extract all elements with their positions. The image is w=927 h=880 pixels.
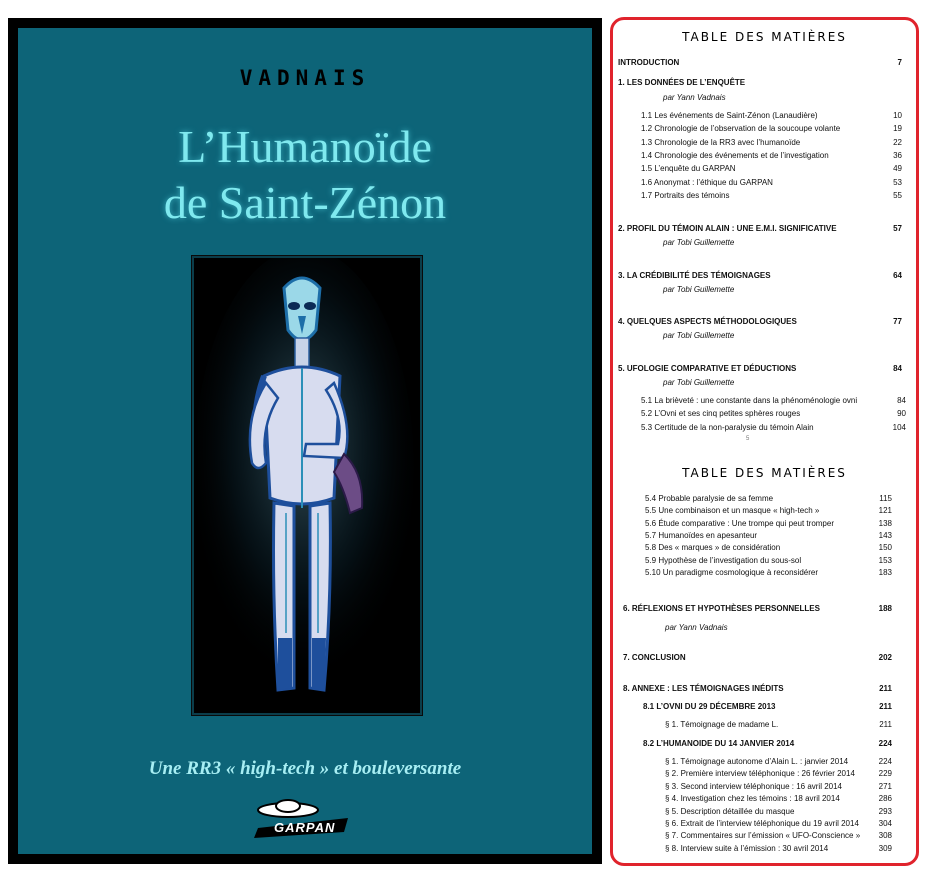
toc-section-8-1[interactable]	[643, 702, 892, 712]
toc-entry-label: 5.5 Une combinaison et un masque « high-tech »	[645, 506, 820, 516]
toc-entry-page: 19	[893, 124, 902, 134]
toc-entry-page: 304	[878, 819, 892, 828]
toc-introduction[interactable]	[618, 58, 902, 68]
toc-entry-label: INTRODUCTION	[618, 58, 680, 67]
toc-entry-label: 5. UFOLOGIE COMPARATIVE ET DÉDUCTIONS	[618, 364, 797, 373]
toc-byline: par Tobi Guillemette	[663, 331, 735, 340]
toc-subentry[interactable]	[665, 769, 892, 779]
toc-entry-label: 8.2 L’HUMANOIDE DU 14 JANVIER 2014	[643, 739, 795, 748]
toc-entry-label: 8.1 L’OVNI DU 29 DÉCEMBRE 2013	[643, 702, 776, 711]
toc-entry-page: 202	[878, 653, 892, 662]
toc-chapter-6[interactable]	[623, 604, 892, 614]
cover-background	[18, 28, 592, 854]
toc-entry-label: 5.1 La brièveté : une constante dans la phénoménologie ovni	[641, 396, 858, 405]
book-cover	[8, 18, 602, 864]
toc-entry-label: 5.6 Étude comparative : Une trompe qui peut tromper	[645, 518, 834, 528]
toc-entry-page: 224	[878, 757, 892, 766]
toc-entry-label: 1.2 Chronologie de l’observation de la soucoupe volante	[641, 124, 841, 134]
toc-subentry[interactable]	[665, 794, 892, 804]
toc-entry-label: 5.8 Des « marques » de considération	[645, 543, 781, 553]
toc-entry-page: 84	[893, 364, 902, 373]
toc-entry-page: 229	[878, 769, 892, 779]
toc-chapter-4[interactable]	[618, 317, 902, 327]
toc-chapter-2[interactable]	[618, 224, 902, 234]
toc-subentry[interactable]	[665, 782, 892, 792]
toc-entry-label: § 2. Première interview téléphonique : 26 février 2014	[665, 769, 855, 779]
toc-subentry[interactable]	[641, 178, 902, 188]
toc-entry-label: 5.10 Un paradigme cosmologique à reconsidérer	[645, 567, 818, 577]
toc-subentry[interactable]	[665, 844, 892, 854]
toc-byline: par Tobi Guillemette	[663, 378, 735, 387]
toc-entry-page: 55	[893, 190, 902, 200]
toc-entry-label: § 3. Second interview téléphonique : 16 avril 2014	[665, 781, 843, 791]
toc-entry-label: § 6. Extrait de l’interview téléphonique du 19 avril 2014	[665, 819, 859, 828]
toc-entry-page: 53	[893, 177, 902, 187]
toc-heading: TABLE DES MATIÈRES	[682, 466, 847, 480]
toc-entry-page: 138	[878, 518, 892, 528]
toc-entry-page: 153	[878, 555, 892, 565]
toc-heading: TABLE DES MATIÈRES	[682, 30, 847, 44]
toc-subentry[interactable]	[645, 556, 892, 566]
toc-entry-page: 57	[893, 224, 902, 233]
toc-subentry[interactable]	[641, 138, 902, 148]
cover-title-line1: L’Humanoïde	[178, 121, 432, 172]
toc-subentry[interactable]	[641, 423, 906, 433]
garpan-logo	[248, 794, 358, 842]
toc-entry-label: § 4. Investigation chez les témoins : 18 avril 2014	[665, 794, 840, 804]
toc-entry-page: 183	[878, 567, 892, 577]
toc-entry-page: 121	[878, 506, 892, 516]
toc-entry-page: 77	[893, 317, 902, 326]
toc-entry-label: § 8. Interview suite à l’émission : 30 avril 2014	[665, 843, 829, 853]
toc-section-8-2[interactable]	[643, 739, 892, 749]
toc-entry-label: 1. LES DONNÉES DE L’ENQUÊTE	[618, 78, 746, 87]
toc-entry-page: 308	[878, 831, 892, 841]
toc-entry-label: § 1. Témoignage de madame L.	[665, 720, 779, 729]
toc-subentry[interactable]	[641, 111, 902, 121]
toc-entry-label: 2. PROFIL DU TÉMOIN ALAIN : UNE E.M.I. SIGNIFICATIVE	[618, 224, 837, 233]
toc-entry-page: 271	[878, 781, 892, 791]
cover-author: VADNAIS	[239, 66, 371, 90]
page-number-marker: 5	[746, 436, 750, 442]
toc-subentry[interactable]	[665, 819, 892, 829]
toc-entry-page: 211	[879, 720, 892, 729]
toc-entry-page: 7	[897, 58, 902, 67]
toc-entry-label: 5.2 L’Ovni et ses cinq petites sphères rouges	[641, 409, 801, 419]
toc-entry-label: § 7. Commentaires sur l’émission « UFO-Conscience »	[665, 831, 861, 841]
toc-entry-label: § 1. Témoignage autonome d’Alain L. : janvier 2014	[665, 757, 849, 766]
toc-subentry[interactable]	[641, 396, 906, 406]
toc-entry-label: 5.4 Probable paralysie de sa femme	[645, 494, 774, 503]
toc-subentry[interactable]	[665, 757, 892, 767]
humanoid-illustration	[192, 256, 422, 715]
toc-entry-page: 22	[893, 137, 902, 147]
toc-byline: par Tobi Guillemette	[663, 285, 735, 294]
toc-entry-page: 224	[878, 739, 892, 748]
toc-entry-label: 1.1 Les événements de Saint-Zénon (Lanaudière)	[641, 111, 818, 120]
toc-entry-label: 1.5 L’enquête du GARPAN	[641, 164, 736, 174]
toc-entry-page: 293	[878, 806, 892, 816]
toc-subentry[interactable]	[645, 568, 892, 578]
toc-entry-label: 1.7 Portraits des témoins	[641, 190, 730, 200]
toc-entry-label: 1.3 Chronologie de la RR3 avec l’humanoïde	[641, 137, 801, 147]
toc-chapter-3[interactable]	[618, 271, 902, 281]
cover-title-line2: de Saint-Zénon	[163, 177, 447, 228]
toc-entry-label: 5.9 Hypothèse de l’investigation du sous-sol	[645, 555, 802, 565]
toc-subentry[interactable]	[645, 519, 892, 529]
toc-entry-label: 7. CONCLUSION	[623, 653, 686, 662]
toc-entry-page: 36	[893, 150, 902, 160]
toc-entry-label: 5.3 Certitude de la non-paralysie du témoin Alain	[641, 422, 814, 432]
toc-entry-page: 211	[879, 684, 892, 693]
toc-subentry[interactable]	[641, 191, 902, 201]
toc-entry-label: § 5. Description détaillée du masque	[665, 806, 795, 816]
cover-subtitle: Une RR3 « high-tech » et bouleversante	[148, 758, 462, 779]
toc-chapter-1[interactable]	[618, 78, 902, 88]
toc-entry-page: 211	[879, 702, 892, 711]
toc-entry-label: 4. QUELQUES ASPECTS MÉTHODOLOGIQUES	[618, 317, 797, 326]
toc-entry-label: 3. LA CRÉDIBILITÉ DES TÉMOIGNAGES	[618, 271, 771, 280]
toc-subentry[interactable]	[645, 494, 892, 504]
toc-entry-page: 286	[878, 794, 892, 804]
toc-byline: par Yann Vadnais	[663, 93, 726, 102]
toc-subentry[interactable]	[645, 543, 892, 553]
toc-entry-page: 84	[897, 396, 906, 405]
toc-entry-page: 49	[893, 164, 902, 174]
toc-subentry[interactable]	[641, 409, 906, 419]
toc-entry-page: 90	[897, 409, 906, 419]
table-of-contents-panel	[610, 17, 919, 866]
toc-entry-page: 10	[893, 111, 902, 120]
toc-subentry[interactable]	[641, 151, 902, 161]
toc-subentry[interactable]	[645, 506, 892, 516]
toc-byline: par Yann Vadnais	[665, 623, 728, 632]
toc-subentry[interactable]	[645, 531, 892, 541]
toc-subentry[interactable]	[665, 807, 892, 817]
toc-chapter-7[interactable]	[623, 653, 892, 663]
toc-entry-label: 5.7 Humanoïdes en apesanteur	[645, 530, 758, 540]
toc-subentry[interactable]	[641, 124, 902, 134]
toc-byline: par Tobi Guillemette	[663, 238, 735, 247]
toc-entry-label: 6. RÉFLEXIONS ET HYPOTHÈSES PERSONNELLES	[623, 604, 820, 613]
toc-subentry[interactable]	[665, 831, 892, 841]
toc-entry-label: 1.4 Chronologie des événements et de l’investigation	[641, 150, 829, 160]
toc-entry-page: 64	[893, 271, 902, 280]
toc-entry-label: 1.6 Anonymat : l’éthique du GARPAN	[641, 177, 773, 187]
toc-chapter-8[interactable]	[623, 684, 892, 694]
toc-chapter-5[interactable]	[618, 364, 902, 374]
toc-subentry[interactable]	[665, 720, 892, 730]
toc-entry-page: 115	[879, 494, 892, 503]
toc-entry-page: 143	[878, 530, 892, 540]
toc-entry-page: 150	[878, 543, 892, 553]
toc-subentry[interactable]	[641, 164, 902, 174]
toc-entry-label: 8. ANNEXE : LES TÉMOIGNAGES INÉDITS	[623, 684, 784, 693]
toc-entry-page: 309	[878, 843, 892, 853]
toc-entry-page: 188	[878, 604, 892, 613]
garpan-logo-text: GARPAN	[274, 820, 336, 835]
toc-entry-page: 104	[892, 422, 906, 432]
